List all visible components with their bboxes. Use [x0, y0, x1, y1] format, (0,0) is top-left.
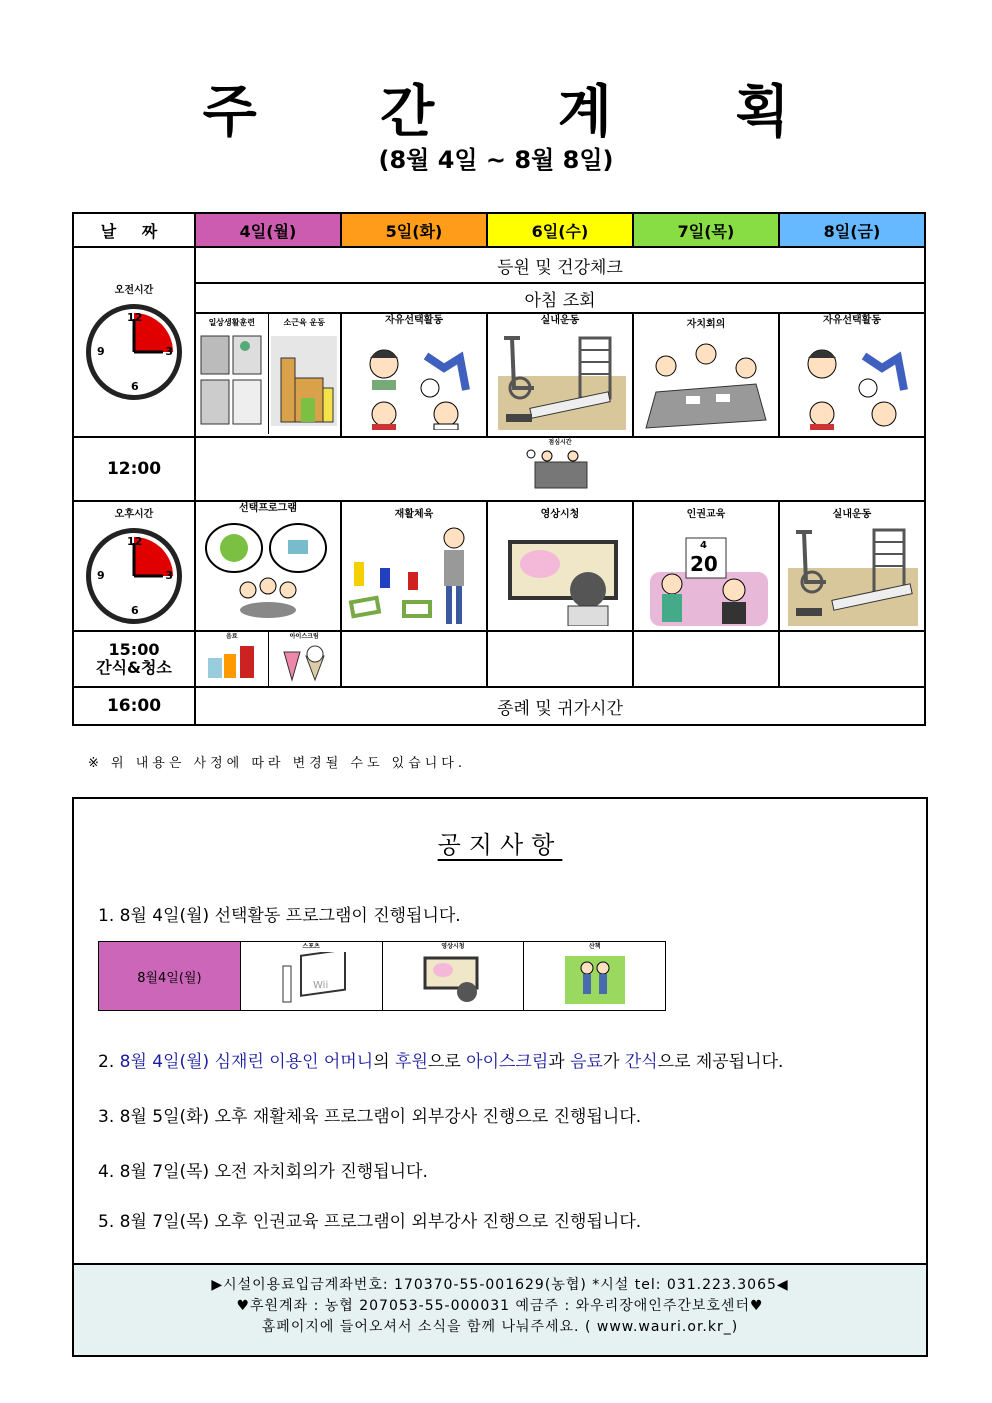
- notice-item-1: 1. 8월 4일(월) 선택활동 프로그램이 진행됩니다.: [98, 906, 461, 926]
- pm-thu-caption: 인권교육: [686, 509, 726, 520]
- lunch-cell: [195, 437, 925, 501]
- notice-item-5: 5. 8월 7일(목) 오후 인권교육 프로그램이 외부강사 진행으로 진행됩니다.: [98, 1212, 642, 1232]
- footer-donation-line: ♥후원계좌 : 농협 207053-55-000031 예금주 : 와우리장애인주간보호센터♥: [236, 1298, 764, 1314]
- mini-video: [382, 942, 524, 1011]
- meeting-icon: [636, 332, 776, 432]
- afternoon-fri: [779, 501, 925, 631]
- header-thu: 7일(목): [633, 213, 779, 247]
- pm-tue-caption: 재활체육: [394, 509, 434, 520]
- footer-info: [74, 1263, 926, 1355]
- pm-mon-caption: 선택프로그램: [239, 503, 297, 514]
- rehab-sports-icon: [344, 522, 484, 626]
- header-tue: 5일(화): [341, 213, 487, 247]
- header-date: 날 짜: [73, 213, 195, 247]
- drink-icon: [202, 642, 262, 682]
- afternoon-tue: [341, 501, 487, 631]
- mon-a-caption: 일상생활훈련: [208, 318, 255, 327]
- afternoon-mon: [195, 501, 341, 631]
- header-mon: 4일(월): [195, 213, 341, 247]
- select-program-icon: [198, 516, 338, 626]
- header-wed: 6일(수): [487, 213, 633, 247]
- wii-icon: [271, 952, 351, 1006]
- snack-time: 15:00: [108, 640, 160, 659]
- indoor-exercise-icon-2: [782, 522, 922, 626]
- snack-tue: [341, 631, 487, 687]
- change-notice: ※ 위 내용은 사정에 따라 변경될 수도 있습니다.: [88, 756, 466, 771]
- afternoon-thu: [633, 501, 779, 631]
- pm-wed-caption: 영상시청: [540, 509, 580, 520]
- dismissal-row: 종례 및 귀가시간: [195, 687, 925, 725]
- morning-mon: [195, 313, 341, 437]
- pm-fri-caption: 실내운동: [832, 509, 872, 520]
- page-title: 주 간 계 획: [202, 80, 842, 145]
- snack-fri: [779, 631, 925, 687]
- notice-item-4: 4. 8월 7일(목) 오전 자치회의가 진행됩니다.: [98, 1162, 428, 1182]
- mini-walk-caption: 산책: [588, 943, 601, 950]
- video-watching-icon: [490, 522, 630, 626]
- selection-program-table: [98, 941, 666, 1011]
- lunch-icon: [525, 448, 595, 496]
- indoor-exercise-icon: [490, 328, 630, 430]
- icecream-icon: [274, 642, 334, 682]
- snack-wed: [487, 631, 633, 687]
- end-time: 16:00: [73, 687, 195, 725]
- weekly-schedule-table: [72, 212, 926, 726]
- noon-time: 12:00: [73, 437, 195, 501]
- afternoon-clock-icon: 12 3 6 9: [86, 528, 182, 624]
- snack-time-cell: [73, 631, 195, 687]
- icecream-caption: 아이스크림: [289, 633, 319, 640]
- header-fri: 8일(금): [779, 213, 925, 247]
- snack-thu: [633, 631, 779, 687]
- afternoon-wed: [487, 501, 633, 631]
- mini-sports-caption: 스포츠: [302, 943, 320, 950]
- mini-date: 8월4일(월): [99, 942, 241, 1011]
- afternoon-label: 오후시간: [114, 509, 154, 520]
- assembly-row: 아침 조회: [195, 283, 925, 313]
- morning-cell: [73, 247, 195, 437]
- notice-box: [72, 797, 928, 1357]
- drink-caption: 음료: [225, 633, 238, 640]
- daily-living-icon: [197, 328, 267, 428]
- morning-thu: [633, 313, 779, 437]
- wed-caption: 실내운동: [540, 315, 580, 326]
- castle-icon: [269, 328, 339, 428]
- wii-logo: Wii: [313, 980, 329, 991]
- morning-wed: [487, 313, 633, 437]
- mini-video-caption: 영상시청: [441, 943, 465, 950]
- free-activity-icon: [344, 328, 484, 430]
- footer-homepage-line[interactable]: 홈페이지에 들어오셔서 소식을 함께 나눠주세요. ( www.wauri.or.kr_): [261, 1319, 739, 1335]
- calendar-month: 4: [700, 540, 707, 551]
- footer-account-line: ▶시설이용료입금계좌번호: 170370-55-001629(농협) *시설 tel: 031.223.3065◀: [211, 1277, 789, 1293]
- calendar-day: 20: [690, 552, 718, 576]
- morning-clock-icon: 12 3 6 9: [86, 304, 182, 400]
- mini-walk: [524, 942, 666, 1011]
- lunch-caption: 점심시간: [548, 439, 572, 446]
- morning-label: 오전시간: [114, 285, 154, 296]
- video-icon: [413, 952, 493, 1006]
- fri-caption: 자유선택활동: [823, 315, 881, 326]
- snack-label: 간식&청소: [96, 658, 172, 677]
- walk-icon: [555, 952, 635, 1006]
- morning-tue: [341, 313, 487, 437]
- mon-b-caption: 소근육 운동: [283, 318, 325, 327]
- notice-title: 공지사항: [437, 831, 563, 859]
- thu-caption: 자치회의: [686, 319, 726, 330]
- notice-item-3: 3. 8월 5일(화) 오후 재활체육 프로그램이 외부강사 진행으로 진행됩니다.: [98, 1107, 642, 1127]
- tue-caption: 자유선택활동: [385, 315, 443, 326]
- snack-mon: [195, 631, 341, 687]
- free-activity-icon-2: [782, 328, 922, 430]
- mini-sports: [240, 942, 382, 1011]
- afternoon-cell: [73, 501, 195, 631]
- notice-item-2: 2. 8월 4일(월) 심재린 이용인 어머니의 후원으로 아이스크림과 음료가 간식으로 제공됩니다.: [98, 1052, 784, 1072]
- date-range: (8월 4일 ~ 8월 8일): [378, 146, 614, 174]
- morning-fri: [779, 313, 925, 437]
- arrival-row: 등원 및 건강체크: [195, 247, 925, 283]
